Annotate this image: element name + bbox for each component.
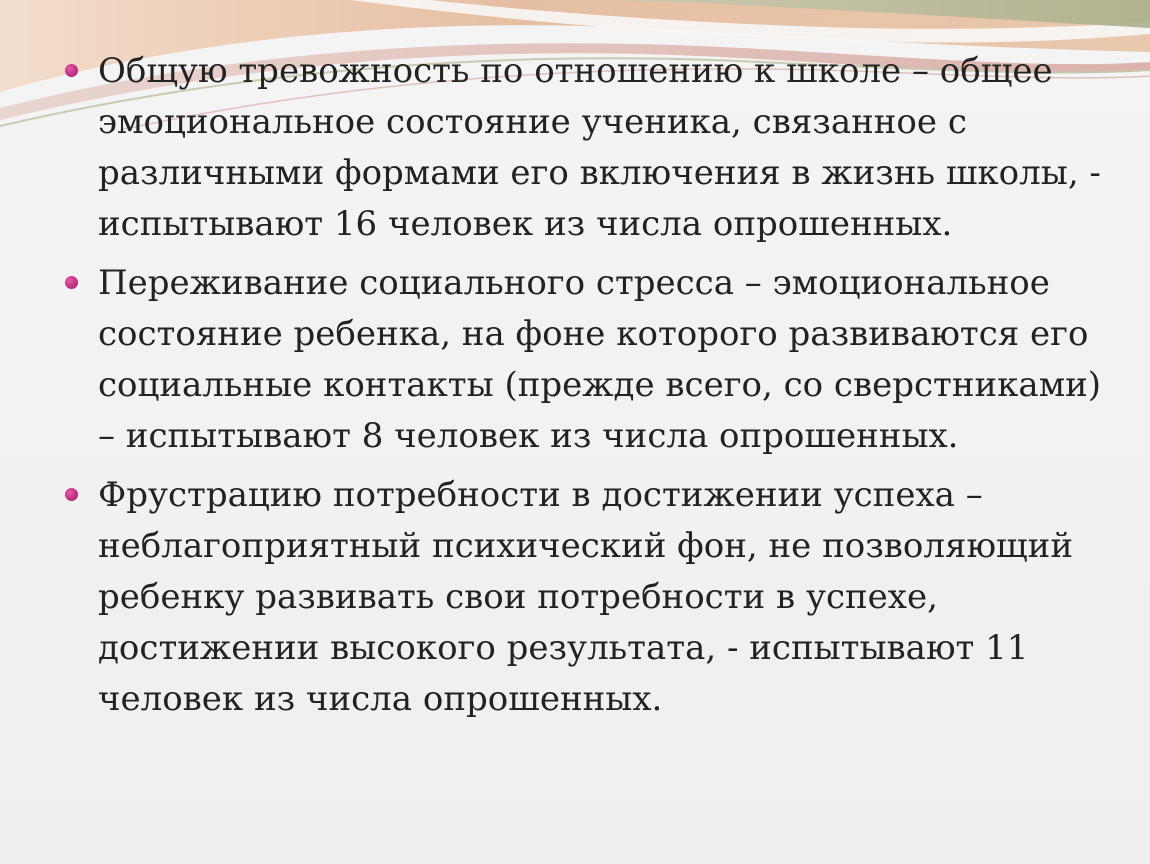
bullet-dot-icon (65, 488, 78, 501)
bullet-text: Переживание социального стресса – эмоциональное состояние ребенка, на фоне которого развиваются его социальные контакты (прежде всего, со сверстниками) – испытывают 8 человек из числа опрошенных. (98, 263, 1102, 456)
bullet-text: Фрустрацию потребности в достижении успеха – неблагоприятный психический фон, не позволяющий ребенку развивать свои потребности в успехе, достижении высокого результата, - испытывают 11 человек из числа опрошенных. (98, 475, 1073, 719)
bullet-item (62, 470, 1102, 725)
bullet-dot-icon (65, 276, 78, 289)
bullet-dot-icon (65, 64, 78, 77)
bullet-list (62, 46, 1102, 733)
bullet-item (62, 46, 1102, 250)
bullet-text: Общую тревожность по отношению к школе – общее эмоциональное состояние ученика, связанное с различными формами его включения в жизнь школы, - испытывают 16 человек из числа опрошенных. (98, 51, 1101, 244)
bullet-item (62, 258, 1102, 462)
